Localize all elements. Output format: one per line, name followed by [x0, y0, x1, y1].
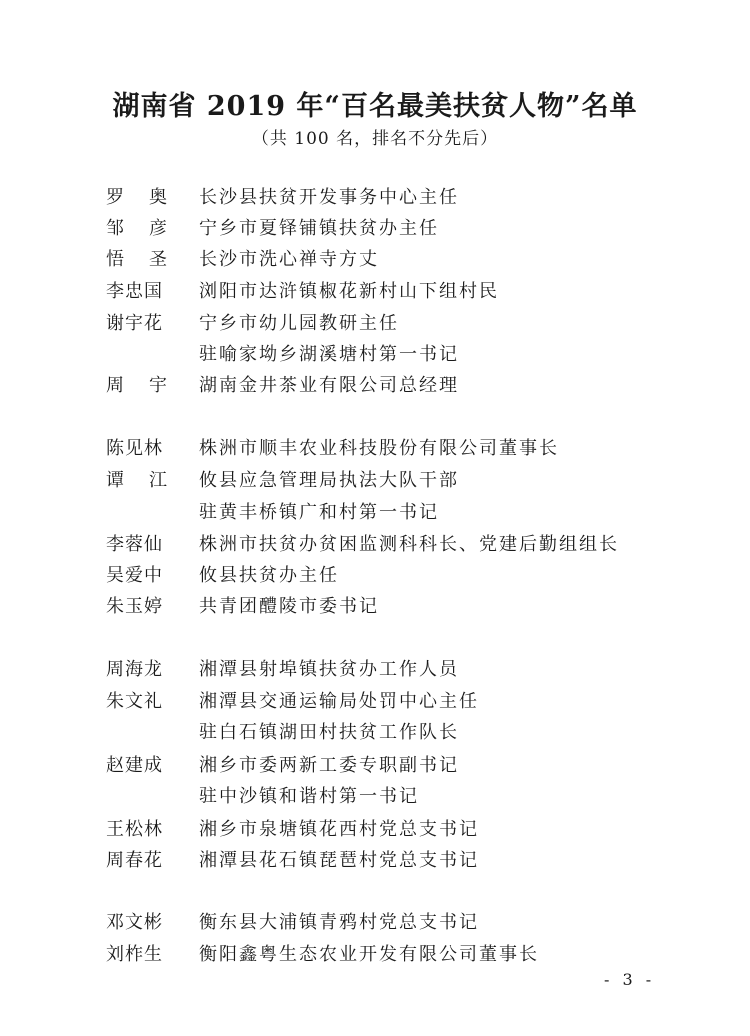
list-item: [0, 655, 750, 685]
person-role: 长沙县扶贫开发事务中心主任: [199, 187, 459, 208]
person-role: 驻喻家坳乡湖溪塘村第一书记: [199, 344, 459, 365]
person-role: 株洲市顺丰农业科技股份有限公司董事长: [199, 438, 559, 459]
list-item: [0, 309, 750, 339]
person-name: 吴爱中: [106, 565, 163, 586]
list-item: [0, 815, 750, 845]
person-role: 湘潭县射埠镇扶贫办工作人员: [199, 659, 459, 680]
list-item: [0, 561, 750, 591]
list-item: [0, 371, 750, 401]
list-item: [0, 277, 750, 307]
person-name: 周海龙: [106, 659, 163, 680]
list-item: [0, 245, 750, 275]
person-role: 湘乡市泉塘镇花西村党总支书记: [199, 819, 479, 840]
person-role: 攸县扶贫办主任: [199, 565, 339, 586]
list-item: [0, 718, 750, 748]
person-role: 湘潭县交通运输局处罚中心主任: [199, 691, 479, 712]
person-name: 朱文礼: [106, 691, 163, 712]
person-name: 邹彦: [106, 218, 192, 239]
person-role: 驻中沙镇和谐村第一书记: [199, 786, 419, 807]
person-role: 共青团醴陵市委书记: [199, 596, 379, 617]
list-item: [0, 940, 750, 970]
person-role: 攸县应急管理局执法大队干部: [199, 470, 459, 491]
page-number: - 3 -: [604, 970, 656, 989]
person-name: 邓文彬: [106, 912, 163, 933]
document-subtitle: （共 100 名，排名不分先后）: [251, 129, 499, 149]
person-role: 宁乡市幼儿园教研主任: [199, 313, 399, 334]
person-name: 罗奥: [106, 187, 192, 208]
list-item: [0, 592, 750, 622]
person-role: 驻黄丰桥镇广和村第一书记: [199, 502, 439, 523]
person-name: 刘柞生: [106, 944, 163, 965]
list-item: [0, 340, 750, 370]
list-item: [0, 434, 750, 464]
list-item: [0, 846, 750, 876]
list-item: [0, 466, 750, 496]
person-name: 陈见林: [106, 438, 163, 459]
person-role: 衡阳鑫粤生态农业开发有限公司董事长: [199, 944, 539, 965]
person-name: 谭江: [106, 470, 192, 491]
person-role: 衡东县大浦镇青鸦村党总支书记: [199, 912, 479, 933]
person-name: 周春花: [106, 850, 163, 871]
person-role: 长沙市洗心禅寺方丈: [199, 249, 379, 270]
person-name: 赵建成: [106, 755, 163, 776]
person-name: 王松林: [106, 819, 163, 840]
person-name: 谢宇花: [106, 313, 163, 334]
person-role: 浏阳市达浒镇椒花新村山下组村民: [199, 281, 499, 302]
list-item: [0, 782, 750, 812]
person-name: 李蓉仙: [106, 534, 163, 555]
person-role: 宁乡市夏铎铺镇扶贫办主任: [199, 218, 439, 239]
person-name: 朱玉婷: [106, 596, 163, 617]
person-role: 湘乡市委两新工委专职副书记: [199, 755, 459, 776]
person-role: 湘潭县花石镇琵琶村党总支书记: [199, 850, 479, 871]
person-name: 李忠国: [106, 281, 163, 302]
person-role: 湖南金井茶业有限公司总经理: [199, 375, 459, 396]
list-item: [0, 498, 750, 528]
list-item: [0, 687, 750, 717]
list-item: [0, 214, 750, 244]
list-item: [0, 908, 750, 938]
person-role: 驻白石镇湖田村扶贫工作队长: [199, 722, 459, 743]
list-item: [0, 530, 750, 560]
person-name: 悟圣: [106, 249, 192, 270]
document-title: 湖南省 2019 年“百名最美扶贫人物”名单: [112, 91, 638, 122]
person-name: 周宇: [106, 375, 192, 396]
list-item: [0, 751, 750, 781]
list-item: [0, 183, 750, 213]
person-role: 株洲市扶贫办贫困监测科科长、党建后勤组组长: [199, 534, 619, 555]
